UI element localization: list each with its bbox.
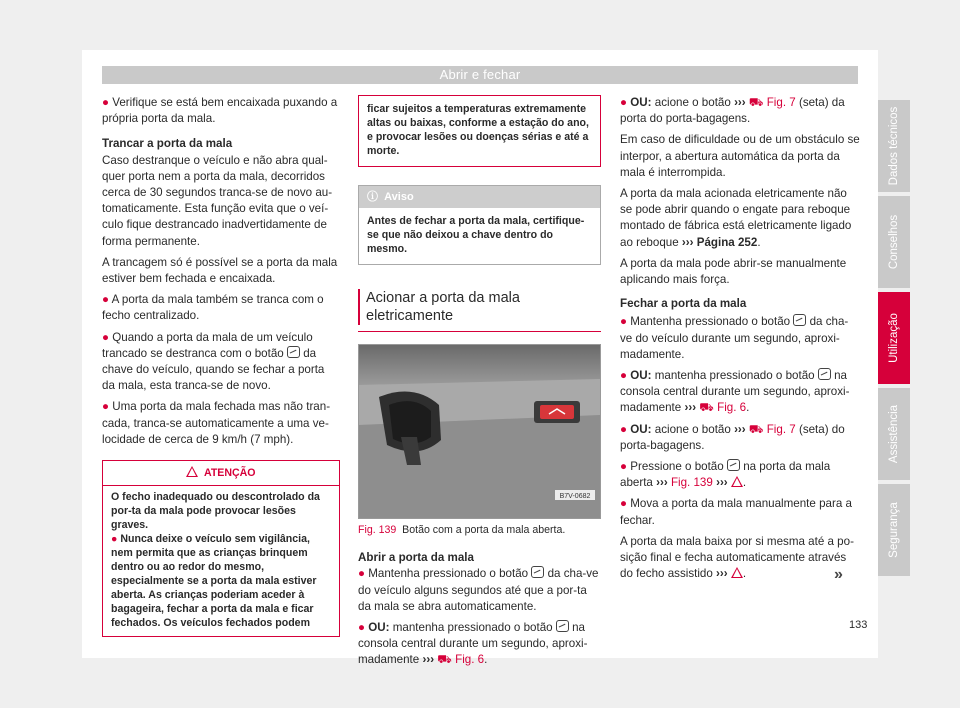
page-number: 133 (849, 619, 868, 631)
section-title: Acionar a porta da mala eletricamente (358, 289, 601, 325)
bullet-item: ● OU: mantenha pressionado o botão na consola central durante um segundo, aproxi-madamente ››› ⛟ Fig. 6. (358, 621, 588, 667)
car-key-button-icon (287, 346, 300, 358)
figure-code: B7V-0682 (559, 493, 591, 501)
tab-utilizacao[interactable]: Utilização (878, 292, 910, 384)
info-icon: ⓘ (367, 191, 378, 203)
figure-link[interactable]: Fig. 7 (766, 96, 796, 109)
tab-dados-tecnicos[interactable]: Dados técnicos (878, 100, 910, 192)
bullet-item: ● OU: acione o botão ››› ⛟ Fig. 7 (seta) do porta-bagagens. (620, 422, 845, 452)
warning-header: ATENÇÃO (103, 461, 339, 486)
bullet-item: ● OU: acione o botão ››› ⛟ Fig. 7 (seta) da porta do porta-bagagens. (620, 96, 845, 126)
car-figure-icon: ⛟ (699, 401, 714, 415)
warning-bullet: ● Nunca deixe o veículo sem vigilância, nem permita que as crianças brinquem dentro ou ao redor do mesmo, especialmente se a porta da mala estiver aberta. As crianças poderiam aceder à bagageira, fechar a porta da mala e ficar fechados. Os veículos fechados podem (111, 533, 317, 630)
bullet-item: ● A porta da mala também se tranca com o fecho centralizado. (102, 293, 324, 323)
bullet-item: ● Quando a porta da mala de um veículo trancado se destranca com o botão da chave do veículo, quando se fechar a porta da mala, esta tranca-se de novo. (102, 330, 325, 393)
paragraph: A porta da mala pode abrir-se manualmente aplicando mais força. (620, 256, 847, 287)
tab-assistencia[interactable]: Assistência (878, 388, 910, 480)
paragraph: Em caso de dificuldade ou de um obstáculo se interpor, a abertura automática da porta da mala é interrompida. (620, 133, 860, 179)
figure-link[interactable]: Fig. 6 (717, 401, 747, 415)
note-body: Antes de fechar a porta da mala, certifique-se que não deixou a chave dentro do mesmo. (367, 215, 585, 256)
warning-triangle-icon (731, 476, 743, 487)
subheading: Fechar a porta da mala (620, 297, 747, 311)
figure-139 (358, 344, 601, 519)
tab-seguranca[interactable]: Segurança (878, 484, 910, 576)
car-figure-icon: ⛟ (748, 96, 764, 109)
bullet-item: ● Mova a porta da mala manualmente para a fechar. (620, 497, 852, 527)
side-tabs (878, 100, 910, 580)
car-key-button-icon (556, 620, 569, 632)
column-3 (620, 95, 860, 587)
warning-box (102, 460, 340, 637)
bullet-item: ● Mantenha pressionado o botão da cha-ve do veículo durante um segundo, aproxi-madamente. (620, 315, 849, 361)
subheading: Abrir a porta da mala (358, 551, 474, 565)
bullet-item: ● Mantenha pressionado o botão da cha-ve do veículo alguns segundos até que a por-ta da mala se abra automaticamente. (358, 567, 599, 613)
column-2 (358, 95, 601, 674)
note-header: ⓘ Aviso (359, 186, 600, 208)
car-key-button-icon (818, 368, 831, 380)
bullet-item: ● Pressione o botão na porta da mala aberta ››› Fig. 139 ››› . (620, 460, 831, 490)
page-link[interactable]: Página 252 (696, 235, 758, 249)
warning-box-continued: ficar sujeitos a temperaturas extremamente altas ou baixas, conforme a estação do ano, e provocar lesões ou doenças sérias e até a morte. (358, 95, 601, 167)
paragraph: A porta da mala baixa por si mesma até a po-sição final e fecha automaticamente através do fecho assistido ››› . (620, 534, 854, 581)
section-divider (358, 331, 601, 332)
trunk-button-illustration (359, 345, 600, 518)
car-figure-icon: ⛟ (437, 653, 452, 667)
figure-link[interactable]: Fig. 7 (766, 422, 796, 436)
subheading: Trancar a porta da mala (102, 137, 233, 151)
car-key-button-icon (793, 314, 806, 326)
warning-triangle-icon (731, 567, 743, 578)
warning-triangle-icon (186, 466, 198, 477)
bullet-item: ● Uma porta da mala fechada mas não tran-cada, tranca-se automaticamente a uma ve-locidade de cerca de 9 km/h (7 mph). (102, 400, 331, 446)
car-key-button-icon (727, 459, 740, 471)
warning-body (103, 486, 339, 636)
page-header: Abrir e fechar (102, 66, 858, 84)
figure-link[interactable]: Fig. 6 (455, 653, 485, 667)
note-box (358, 185, 601, 265)
bullet-item: ● Verifique se está bem encaixada puxando a própria porta da mala. (102, 96, 338, 126)
paragraph: A trancagem só é possível se a porta da mala estiver bem fechada e encaixada. (102, 255, 338, 286)
tab-conselhos[interactable]: Conselhos (878, 196, 910, 288)
paragraph: Caso destranque o veículo e não abra qual-quer porta nem a porta da mala, decorridos cerca de 30 segundos tranca-se de novo au-tomaticamente. Esta função evita que o veí-culo fique destrancado inadvertidamente de forma permanente. (102, 153, 333, 248)
warning-text: O fecho inadequado ou descontrolado da por-ta da mala pode provocar lesões graves. (111, 491, 320, 532)
continue-mark: » (834, 566, 841, 583)
figure-caption: Fig. 139 Botão com a porta da mala aberta. (358, 524, 566, 537)
car-figure-icon: ⛟ (748, 422, 764, 436)
car-key-button-icon (531, 566, 544, 578)
column-1 (102, 95, 340, 637)
bullet-item: ● OU: mantenha pressionado o botão na consola central durante um segundo, aproxi-madamente ››› ⛟ Fig. 6. (620, 369, 850, 415)
paragraph: A porta da mala acionada eletricamente não se pode abrir quando o engate para reboque montado de fábrica está eletricamente ligado ao reboque ››› Página 252. (620, 187, 852, 249)
figure-link[interactable]: Fig. 139 (670, 476, 713, 490)
